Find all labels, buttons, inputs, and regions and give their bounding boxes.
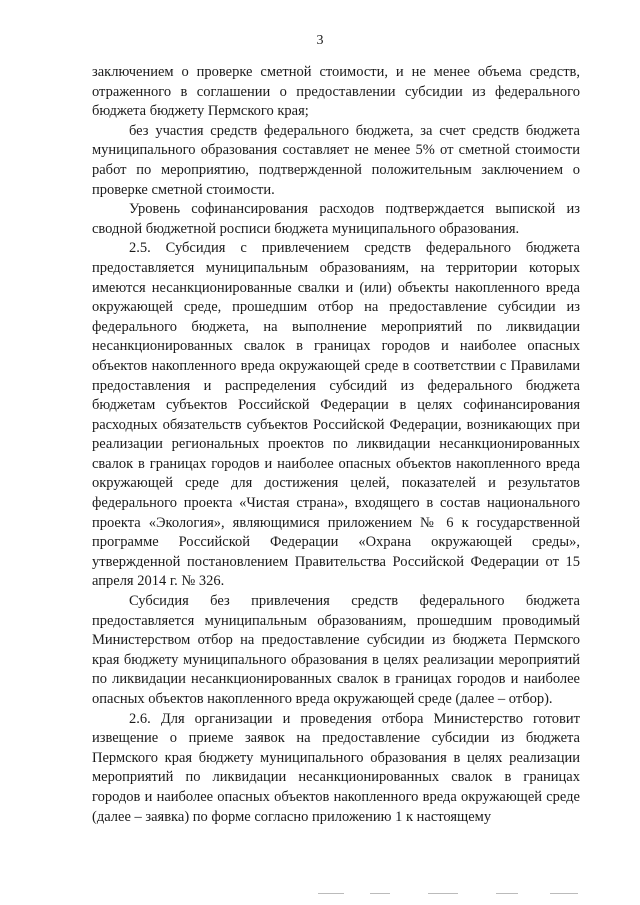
paragraph-cofinancing-level: Уровень софинансирования расходов подтверждается выпиской из сводной бюджетной росписи бюджета муниципального образования. [92, 201, 580, 237]
paragraph-subsidy-without-federal: Субсидия без привлечения средств федерального бюджета предоставляется муниципальным образованиям, прошедшим проводимый Министерством отбор на предоставление субсидии из бюджета Пермского края бюджету муниципального образования в целях реализации мероприятий по ликвидации несанкционированных свалок в границах городов и наиболее опасных объектов накопленного вреда окружающей среде (далее – отбор). [92, 593, 580, 707]
paragraph-section-2-6: 2.6. Для организации и проведения отбора Министерство готовит извещение о приеме заявок на предоставление субсидии из бюджета Пермского края бюджету муниципального образования в целях реализации мероприятий по ликвидации несанкционированных свалок в границах городов и наиболее опасных объектов накопленного вреда окружающей среде (далее – заявка) по форме согласно приложению 1 к настоящему [92, 710, 580, 825]
document-body [92, 63, 580, 827]
paragraph-section-2-5: 2.5. Субсидия с привлечением средств федерального бюджета предоставляется муниципальным образованиям, на территории которых имеются несанкционированные свалки и (или) объекты накопленного вреда окружающей среде, прошедшим отбор на предоставление субсидии из федерального бюджета, на выполнение мероприятий по ликвидации несанкционированных свалок в границах городов и наиболее опасных объектов накопленного вреда окружающей среде в соответствии с Правилами предоставления и распределения субсидий из федерального бюджета бюджетам субъектов Российской Федерации в целях софинансирования расходных обязательств субъектов Российской Федерации, возникающих при реализации региональных проектов по ликвидации несанкционированных свалок в границах городов и наиболее опасных объектов накопленного вреда окружающей среде для достижения целей, показателей и результатов федерального проекта «Чистая страна», входящего в состав национального проекта «Экология», являющимися приложением № 6 к государственной программе Российской Федерации «Охрана окружающей среды», утвержденной постановлением Правительства Российской Федерации от 15 апреля 2014 г. № 326. [92, 240, 580, 590]
scan-artifact-marks [300, 893, 600, 895]
paragraph-cofinancing-local: без участия средств федерального бюджета, за счет средств бюджета муниципального образования составляет не менее 5% от сметной стоимости работ по мероприятию, подтвержденной положительным заключением о проверке сметной стоимости. [92, 122, 580, 198]
paragraph-continuation: заключением о проверке сметной стоимости, и не менее объема средств, отраженного в соглашении о предоставлении субсидии из федерального бюджета бюджету Пермского края; [92, 64, 580, 120]
page-number: 3 [316, 33, 324, 48]
